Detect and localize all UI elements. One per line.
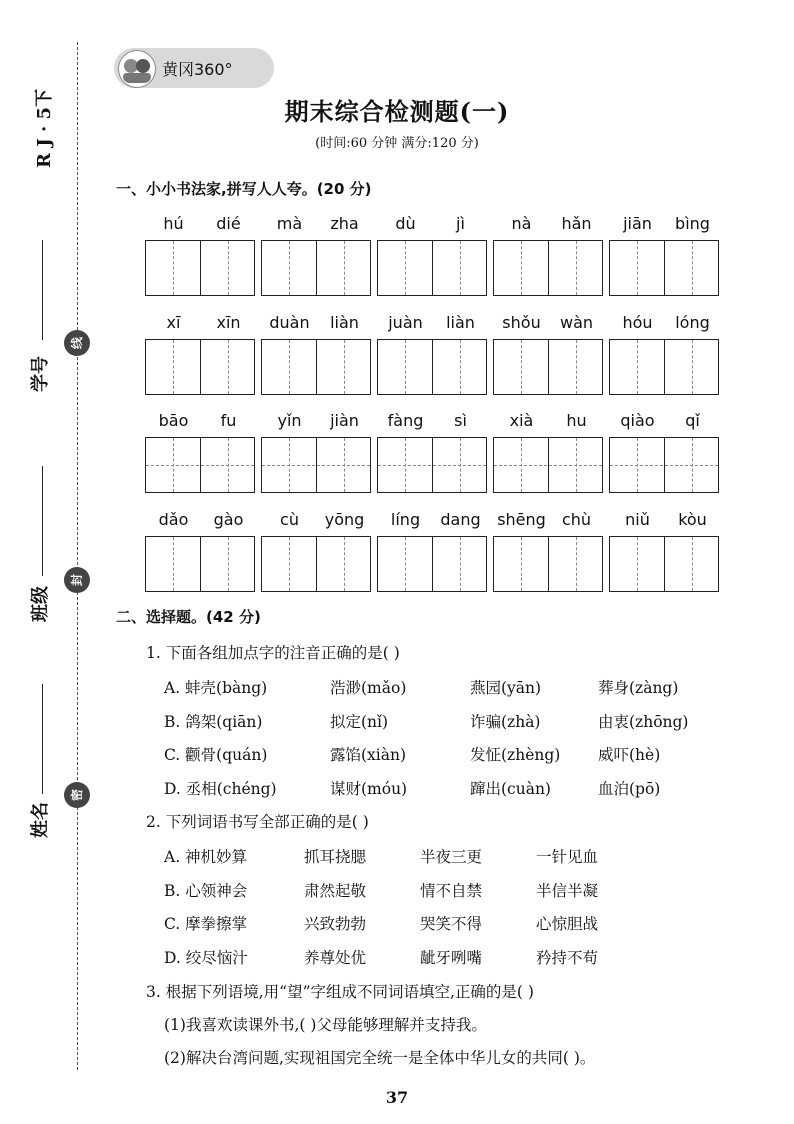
pinyin-label: mà	[276, 214, 303, 233]
option-item: 龇牙咧嘴	[420, 949, 483, 968]
writing-box[interactable]	[609, 240, 719, 296]
option-item: 抓耳挠腮	[304, 848, 367, 866]
option-item: 肃然起敬	[304, 881, 367, 900]
writing-box[interactable]	[609, 437, 719, 493]
pinyin-label: dù	[395, 214, 416, 233]
pinyin-label: shǒu	[502, 313, 541, 332]
option-item: 兴致勃勃	[304, 915, 367, 934]
option-item: 露馅(xiàn)	[330, 746, 407, 765]
writing-box[interactable]	[145, 437, 255, 493]
option-item: 发怔(zhèng)	[470, 746, 561, 765]
writing-box[interactable]	[377, 437, 487, 493]
writing-box[interactable]	[145, 240, 255, 296]
pinyin-label: chù	[561, 510, 592, 529]
writing-box[interactable]	[493, 339, 603, 395]
writing-box[interactable]	[609, 536, 719, 592]
option-item: 血泊(pō)	[598, 780, 661, 799]
class-label: 班级	[30, 586, 51, 622]
question-3-item-1: (1)我喜欢读课外书,( )父母能够理解并支持我。	[164, 1016, 487, 1034]
option-item: 葬身(zàng)	[598, 679, 679, 697]
option-item: 燕园(yān)	[470, 679, 542, 697]
cartoon-kids-logo-icon	[118, 50, 156, 88]
writing-box[interactable]	[261, 437, 371, 493]
option-item: 诈骗(zhà)	[470, 712, 541, 731]
writing-box[interactable]	[493, 240, 603, 296]
name-line	[42, 684, 43, 794]
writing-box[interactable]	[609, 339, 719, 395]
pinyin-label: qǐ	[685, 411, 700, 430]
option-item: A. 蚌壳(bàng)	[164, 679, 268, 697]
pinyin-label: shēng	[497, 510, 546, 529]
pinyin-label: hǎn	[561, 214, 592, 233]
section-1-heading: 一、小小书法家,拼写人人夸。(20 分)	[116, 180, 372, 198]
option-item: 矜持不苟	[536, 949, 599, 968]
option-item: 哭笑不得	[420, 915, 483, 934]
writing-box[interactable]	[493, 437, 603, 493]
page-title: 期末综合检测题(一)	[284, 97, 510, 126]
pinyin-label: dǎo	[158, 510, 189, 529]
pinyin-label: jiān	[623, 214, 652, 233]
pinyin-label: sì	[454, 411, 467, 430]
option-item: B. 心领神会	[164, 881, 248, 900]
pinyin-label: hóu	[622, 313, 653, 332]
pinyin-label: fu	[220, 411, 237, 430]
option-item: 心惊胆战	[536, 915, 599, 934]
option-item: 威吓(hè)	[598, 746, 661, 765]
option-item: 由衷(zhōng)	[598, 712, 689, 731]
pinyin-label: yōng	[324, 510, 365, 529]
option-item: 半夜三更	[420, 848, 483, 866]
seal-seal-mark: 封	[64, 567, 90, 593]
writing-box[interactable]	[261, 339, 371, 395]
writing-box[interactable]	[377, 240, 487, 296]
option-item: 养尊处优	[304, 949, 367, 968]
pinyin-label: jiàn	[330, 411, 359, 430]
binding-dashed-line	[77, 42, 78, 1070]
option-item: D. 绞尽恼汁	[164, 949, 248, 968]
question-3-stem: 3. 根据下列语境,用“望”字组成不同词语填空,正确的是( )	[146, 983, 534, 1001]
option-item: 半信半凝	[536, 881, 599, 900]
section-2-heading: 二、选择题。(42 分)	[116, 608, 261, 626]
pinyin-label: xià	[509, 411, 534, 430]
pinyin-label: hu	[566, 411, 587, 430]
pinyin-label: yǐn	[277, 411, 302, 430]
option-item: C. 颧骨(quán)	[164, 746, 268, 765]
question-2-stem: 2. 下列词语书写全部正确的是( )	[146, 813, 369, 831]
pinyin-label: gào	[213, 510, 244, 529]
writing-box[interactable]	[493, 536, 603, 592]
pinyin-label: hú	[163, 214, 184, 233]
pinyin-label: liàn	[446, 313, 475, 332]
option-item: C. 摩拳擦掌	[164, 915, 248, 934]
pinyin-label: bìng	[675, 214, 710, 233]
option-item: 一针见血	[536, 848, 599, 866]
pinyin-label: lóng	[675, 313, 710, 332]
pinyin-label: jì	[456, 214, 465, 233]
pinyin-label: juàn	[388, 313, 423, 332]
pinyin-label: bāo	[158, 411, 189, 430]
question-3-item-2: (2)解决台湾问题,实现祖国完全统一是全体中华儿女的共同( )。	[164, 1049, 596, 1067]
seal-secret-mark: 密	[64, 782, 90, 808]
writing-box[interactable]	[145, 339, 255, 395]
option-item: B. 鸽架(qiān)	[164, 712, 263, 731]
pinyin-label: qiào	[620, 411, 655, 430]
class-line	[42, 466, 43, 576]
name-label: 姓名	[30, 802, 51, 838]
student-number-line	[42, 240, 43, 340]
pinyin-label: xī	[166, 313, 181, 332]
pinyin-label: duàn	[269, 313, 310, 332]
pinyin-label: liàn	[330, 313, 359, 332]
writing-box[interactable]	[261, 536, 371, 592]
pinyin-label: líng	[390, 510, 421, 529]
pinyin-label: zha	[330, 214, 359, 233]
option-item: 谋财(móu)	[330, 780, 408, 799]
option-item: D. 丞相(chéng)	[164, 780, 277, 799]
question-1-stem: 1. 下面各组加点字的注音正确的是( )	[146, 644, 400, 662]
edition-label: R J · 5下	[34, 88, 55, 168]
brand-text: 黄冈360°	[162, 60, 233, 79]
pinyin-label: fàng	[387, 411, 424, 430]
student-number-label: 学号	[30, 356, 51, 392]
pinyin-label: kòu	[678, 510, 707, 529]
page-number: 37	[385, 1088, 409, 1107]
writing-box[interactable]	[145, 536, 255, 592]
writing-box[interactable]	[377, 536, 487, 592]
option-item: 拟定(nǐ)	[330, 712, 389, 731]
pinyin-label: cù	[280, 510, 299, 529]
pinyin-label: wàn	[559, 313, 594, 332]
pinyin-label: dié	[216, 214, 241, 233]
exam-time-score: (时间:60 分钟 满分:120 分)	[315, 136, 479, 151]
pinyin-label: xīn	[216, 313, 241, 332]
writing-box[interactable]	[377, 339, 487, 395]
pinyin-label: niǔ	[625, 510, 650, 529]
seal-line-mark: 线	[64, 330, 90, 356]
option-item: 浩渺(mǎo)	[330, 679, 407, 697]
option-item: 蹿出(cuàn)	[470, 780, 551, 799]
writing-box[interactable]	[261, 240, 371, 296]
pinyin-label: nà	[511, 214, 532, 233]
brand-badge	[114, 48, 274, 88]
option-item: 情不自禁	[420, 881, 483, 900]
pinyin-label: dang	[440, 510, 481, 529]
option-item: A. 神机妙算	[164, 848, 248, 866]
